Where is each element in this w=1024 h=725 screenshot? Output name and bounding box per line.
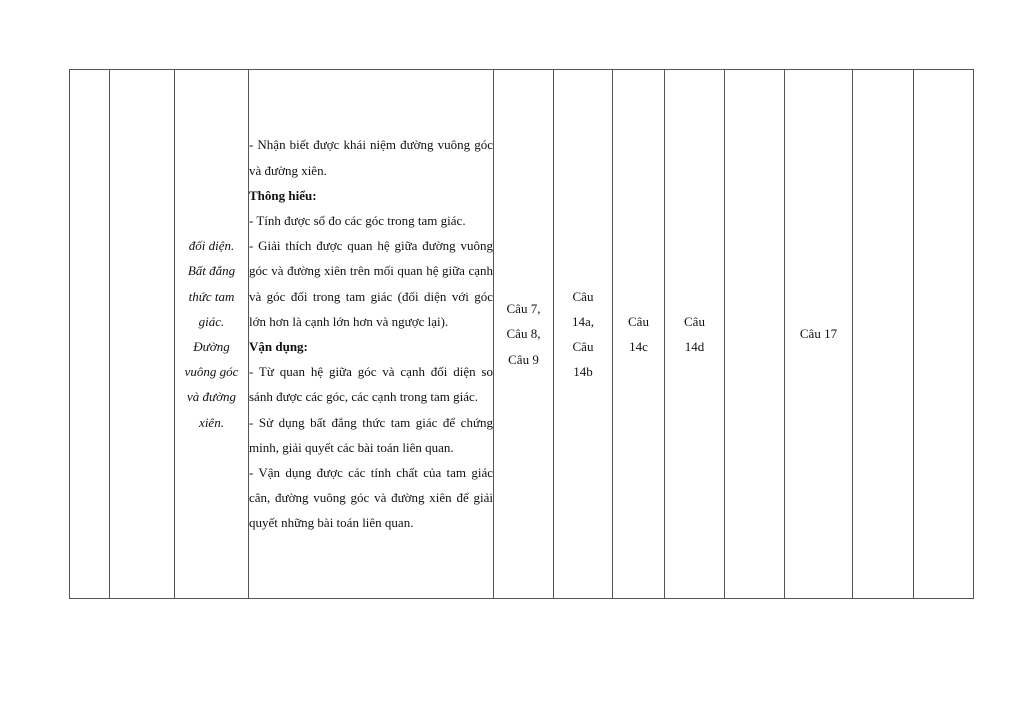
thong-hieu-heading: Thông hiểu: [249,187,317,203]
question-line: Câu 9 [508,351,539,367]
nhan-biet-item: - Nhận biết được khái niệm đường vuông góc và đường xiên. [249,137,493,178]
question-line: Câu [684,313,705,329]
empty-cell-total-1 [853,70,914,599]
empty-cell-stt [70,70,110,599]
topic-line: và đường [186,389,237,405]
empty-cell-chapter [110,70,175,599]
question-line: 14d [684,339,705,354]
table-row [70,70,974,599]
question-line: Câu 7, [506,301,541,317]
requirement-content-cell [249,70,494,599]
empty-cell-total-2 [914,70,974,599]
question-line: 14c [629,339,648,354]
van-dung-item: - Sử dụng bất đẳng thức tam giác để chứng minh, giải quyết các bài toán liên quan. [249,414,493,455]
matrix-table [69,69,974,599]
question-cell-thong-hieu-2 [613,70,665,599]
question-line: Câu [572,339,594,354]
question-line: Câu [628,313,649,329]
question-line: 14b [573,364,593,380]
question-cell-nhan-biet [494,70,554,599]
question-line: Câu 8, [506,326,541,342]
question-line: Câu [572,288,594,304]
topic-line: Bất đẳng [187,263,236,279]
topic-line: thức tam [188,288,235,304]
question-line: Câu 17 [799,326,838,342]
question-cell-van-dung [665,70,725,599]
thong-hieu-item: - Tính được số đo các góc trong tam giác. [249,212,466,228]
van-dung-item: - Từ quan hệ giữa góc và cạnh đối diện so sánh được các góc, các cạnh trong tam giác. [249,364,493,405]
topic-line: xiên. [199,414,224,430]
topic-line: đối diện. [188,238,235,254]
topic-cell [175,70,249,599]
question-cell-thong-hieu-1 [554,70,613,599]
topic-line: giác. [198,313,225,329]
van-dung-heading: Vận dụng: [249,339,308,354]
topic-line: vuông góc [184,364,239,380]
topic-line: Đường [193,339,230,354]
question-line: 14a, [571,313,595,329]
question-cell-empty [725,70,785,599]
van-dung-item: - Vận dụng được các tính chất của tam giác cân, đường vuông góc và đường xiên để giải quyết những bài toán liên quan. [249,465,493,531]
question-cell-van-dung-cao [785,70,853,599]
thong-hieu-item: - Giải thích được quan hệ giữa đường vuông góc và đường xiên trên mối quan hệ giữa cạnh và góc đối trong tam giác (đối diện với góc lớn hơn là cạnh lớn hơn và ngược lại). [249,238,493,329]
